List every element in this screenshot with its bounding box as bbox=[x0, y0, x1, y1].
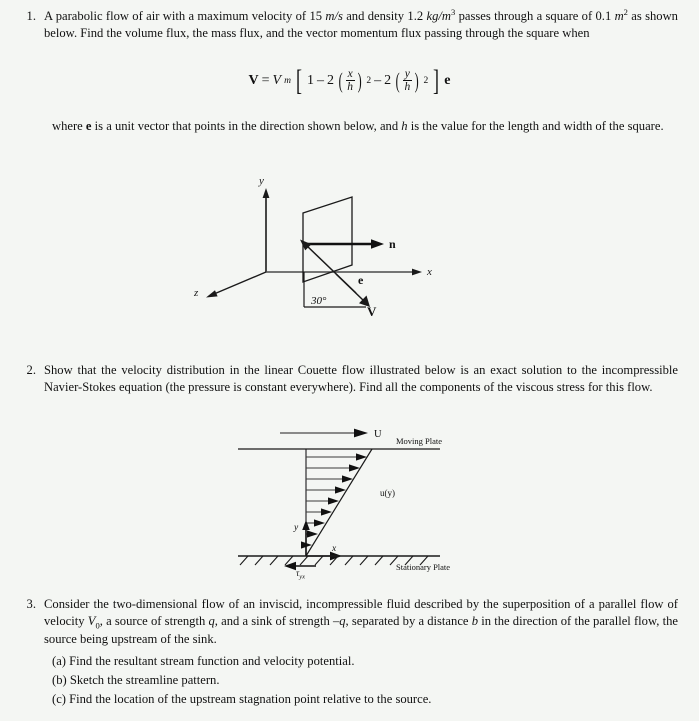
problem-1-text bbox=[44, 8, 678, 43]
where-note-part-2: is a unit vector that points in the direction shown below, and bbox=[91, 119, 402, 133]
symbol-v0-subscript: 0 bbox=[95, 620, 100, 631]
equation-rhs-unit-vector: e bbox=[444, 72, 451, 88]
velocity-vector-label: V bbox=[367, 304, 377, 319]
problem-2 bbox=[18, 362, 678, 397]
shear-stress-label bbox=[296, 568, 305, 580]
problem-2-text: Show that the velocity distribution in the linear Couette flow illustrated below is an exact solution to the incompressible Navier-Stokes equation (the pressure is constant everywhere). Find all the components of the viscous stress for this flow. bbox=[44, 363, 678, 395]
figure-1-square-flux-diagram bbox=[186, 168, 456, 318]
problem-1-text-part-2: and density 1.2 bbox=[342, 9, 427, 23]
angle-label: 30° bbox=[311, 295, 327, 307]
moving-plate-label: Moving Plate bbox=[396, 436, 443, 446]
z-axis-label: z bbox=[194, 287, 199, 299]
problem-3-text-part-5: in the direction of the parallel flow, the source being upstream of the sink. bbox=[44, 614, 678, 646]
problem-1-text-part-4: as shown below. Find the volume flux, the mass flux, and the vector momentum flux passing through the square when bbox=[44, 9, 678, 41]
problem-3-text bbox=[44, 596, 678, 648]
equation-fraction-x-numerator: x bbox=[347, 68, 353, 80]
shear-stress-arrowhead bbox=[284, 562, 296, 570]
z-axis-arrowhead bbox=[206, 290, 218, 297]
top-velocity-label: U bbox=[374, 429, 382, 440]
profile-arrowhead bbox=[328, 497, 339, 504]
problem-3-text-part-4: , separated by a distance bbox=[345, 614, 472, 629]
equation-fraction-y-numerator: y bbox=[404, 68, 410, 80]
equation-group-x-over-h bbox=[337, 68, 363, 93]
equation-paren-close-a: ) bbox=[357, 67, 362, 93]
equation-bracket-close: ] bbox=[433, 63, 440, 97]
profile-arrowhead bbox=[321, 508, 332, 515]
unit-m2: m bbox=[614, 9, 624, 23]
shear-stress-subscript: yx bbox=[299, 573, 306, 581]
normal-vector-arrowhead bbox=[371, 239, 384, 249]
equation-minus-b: – bbox=[374, 72, 382, 88]
x-axis-label: x bbox=[332, 544, 337, 554]
y-axis-arrowhead bbox=[263, 188, 270, 198]
equation-paren-open-a: ( bbox=[338, 67, 343, 93]
problem-3-subparts bbox=[52, 652, 672, 709]
unit-kg-per-m3: kg/m bbox=[426, 9, 451, 23]
equation-coeff-a: 2 bbox=[326, 72, 334, 88]
where-note-e-symbol: e bbox=[85, 119, 92, 133]
equation-coeff-b: 2 bbox=[384, 72, 392, 88]
profile-arrowhead bbox=[335, 486, 346, 493]
where-note-h-symbol: h bbox=[401, 119, 408, 133]
equation-row: V = V m [ 1 – 2 ( $\frac{x}{h}$ ) 2 – 2 ( $\frac{y}{h}$ ) 2 ] e bbox=[248, 63, 451, 97]
symbol-negative-q: –q bbox=[332, 614, 346, 629]
x-axis-arrowhead bbox=[412, 269, 422, 276]
where-note-part-3: is the value for the length and width of the square. bbox=[407, 119, 664, 133]
y-axis-label: y bbox=[259, 175, 264, 187]
equation-term-one: 1 bbox=[306, 72, 314, 88]
problem-1-text-part-1: A parabolic flow of air with a maximum velocity of 15 bbox=[44, 9, 326, 23]
equation-vm-symbol: V bbox=[272, 72, 282, 88]
equation-fraction-y-h bbox=[401, 68, 413, 93]
figure-1-svg bbox=[186, 168, 456, 318]
stationary-plate-label: Stationary Plate bbox=[396, 562, 451, 572]
velocity-profile-label: u(y) bbox=[380, 488, 395, 498]
equation-equals: = bbox=[261, 72, 270, 88]
equation-group-y-over-h bbox=[394, 68, 420, 93]
unit-vector-e-label: e bbox=[358, 273, 364, 287]
equation-minus-a: – bbox=[316, 72, 324, 88]
problem-1 bbox=[18, 8, 678, 43]
unit-m2-exponent: 2 bbox=[623, 6, 628, 17]
problem-3-number: 3. bbox=[26, 597, 36, 611]
top-velocity-arrowhead bbox=[354, 429, 368, 438]
y-axis-arrowhead bbox=[302, 520, 310, 530]
equation-paren-open-b: ( bbox=[395, 67, 400, 93]
problem-3 bbox=[18, 596, 678, 648]
equation-bracket-open: [ bbox=[295, 63, 302, 97]
normal-vector-label: n bbox=[389, 237, 396, 251]
problem-3-subpart-a: (a) Find the resultant stream function and velocity potential. bbox=[52, 654, 355, 668]
y-axis-label: y bbox=[294, 523, 299, 533]
symbol-v0: V bbox=[87, 614, 96, 629]
profile-arrowhead bbox=[307, 530, 318, 537]
x-axis-label: x bbox=[427, 266, 432, 278]
problem-3-subpart-c: (c) Find the location of the upstream stagnation point relative to the source. bbox=[52, 691, 432, 706]
where-note-part-1: where bbox=[52, 119, 86, 133]
equation-where-note bbox=[52, 118, 678, 135]
problem-3-subpart-b: (b) Sketch the streamline pattern. bbox=[52, 672, 220, 687]
equation-fraction-y-denominator: h bbox=[404, 81, 411, 94]
equation-fraction-x-h bbox=[344, 68, 356, 93]
symbol-q: q bbox=[208, 614, 215, 629]
equation-fraction-x-denominator: h bbox=[347, 81, 354, 94]
problem-3-text-part-1: Consider the two-dimensional flow of an inviscid, incompressible fluid described by the superposition of a parallel flow of velocity bbox=[44, 597, 678, 629]
z-axis-line bbox=[214, 272, 266, 294]
equation-lhs-vector: V bbox=[248, 72, 259, 88]
velocity-profile-envelope bbox=[306, 449, 372, 556]
equation-paren-close-b: ) bbox=[414, 67, 419, 93]
velocity-profile-arrows bbox=[301, 453, 367, 548]
problem-1-text-part-3: passes through a square of 0.1 bbox=[455, 9, 615, 23]
unit-kg-per-m3-exponent: 3 bbox=[450, 6, 456, 17]
equation-velocity-field bbox=[0, 63, 699, 97]
square-surface bbox=[303, 197, 352, 282]
problem-3-text-part-3: , and a sink of strength bbox=[214, 614, 333, 629]
unit-m-per-s: m/s bbox=[325, 9, 343, 23]
figure-2-couette-flow-diagram bbox=[228, 424, 488, 581]
problem-2-number: 2. bbox=[26, 363, 36, 377]
problem-1-number: 1. bbox=[26, 9, 36, 23]
profile-arrowhead bbox=[314, 519, 325, 526]
figure-2-svg bbox=[228, 424, 488, 581]
problem-3-text-part-2: , a source of strength bbox=[99, 614, 209, 629]
symbol-b: b bbox=[471, 614, 478, 629]
shear-stress-symbol: τ bbox=[296, 568, 300, 578]
